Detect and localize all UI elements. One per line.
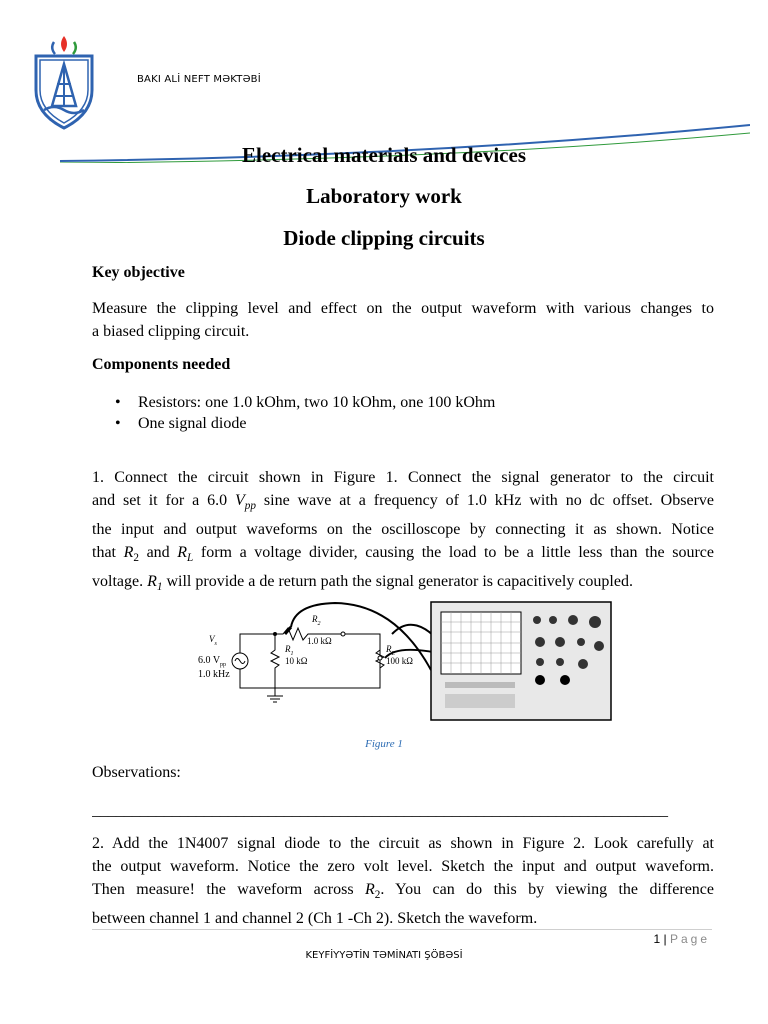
list-item: • One signal diode xyxy=(115,413,495,434)
symbol-sub: L xyxy=(187,552,194,565)
oscilloscope-picture xyxy=(431,602,611,720)
step2-paragraph xyxy=(92,832,714,930)
department-name: KEYFİYYƏTİN TƏMİNATI ŞÖBƏSİ xyxy=(305,950,463,961)
step1-line-1: 1. Connect the circuit shown in Figure 1. Connect the signal generator to the circuit xyxy=(92,469,714,486)
symbol-sub: 2 xyxy=(133,552,139,565)
symbol-r: R xyxy=(123,544,134,562)
text-run: form a voltage divider, causing the load to be a little less than the source xyxy=(193,544,714,562)
step1-line-4 xyxy=(92,541,714,570)
vs-frequency: 1.0 kHz xyxy=(198,669,230,680)
symbol-sub: 1 xyxy=(156,581,163,594)
text-run: voltage. xyxy=(92,573,148,591)
text-run: that xyxy=(92,544,124,562)
r2-label: R xyxy=(312,614,318,624)
objective-text xyxy=(92,297,714,343)
vs-amplitude: 6.0 V xyxy=(198,655,221,666)
objective-line: a biased clipping circuit. xyxy=(92,323,250,340)
observations-blank-line: ________________________________________________________________________ xyxy=(92,802,668,819)
vs-label: V xyxy=(209,634,215,644)
vs-amp-sub: pp xyxy=(220,662,227,668)
school-logo xyxy=(30,28,98,132)
step2-line-3 xyxy=(92,878,714,907)
text-run: will provide a de return path the signal generator is capacitively coupled. xyxy=(162,573,633,591)
topic-title: Diode clipping circuits xyxy=(283,226,485,250)
page-number-value: 1 xyxy=(653,932,661,946)
symbol-r: R xyxy=(147,573,157,591)
rl-value: 100 kΩ xyxy=(386,656,413,666)
step1-line-2 xyxy=(92,489,714,518)
symbol-sub: 2 xyxy=(374,889,381,902)
step1-line-5 xyxy=(92,570,714,599)
page-word: Page xyxy=(669,932,710,946)
work-type-title: Laboratory work xyxy=(306,184,462,208)
figure-1-circuit-diagram xyxy=(195,600,615,726)
vs-sub: s xyxy=(214,641,217,647)
objective-line: Measure the clipping level and effect on the output waveform with various changes to xyxy=(92,300,714,317)
step2-line-2: the output waveform. Notice the zero volt level. Sketch the input and output waveform. xyxy=(92,858,714,875)
course-title: Electrical materials and devices xyxy=(241,143,526,167)
step1-line-3: the input and output waveforms on the oscilloscope by connecting it as shown. Notice xyxy=(92,521,714,539)
svg-text:6.0 Vpp xyxy=(198,655,226,668)
footer-divider xyxy=(92,929,712,930)
step2-line-4: between channel 1 and channel 2 (Ch 1 -Ch 2). Sketch the waveform. xyxy=(92,910,538,928)
r1-value: 10 kΩ xyxy=(285,656,308,666)
text-run: Then measure! the waveform across xyxy=(92,881,365,898)
rl-sub: L xyxy=(391,651,395,657)
list-item: • Resistors: one 1.0 kOhm, two 10 kOhm, one 100 kOhm xyxy=(115,392,495,413)
symbol-r: R xyxy=(177,544,188,562)
r1-label: R xyxy=(285,644,291,654)
r1-sub: 1 xyxy=(290,651,294,657)
text-run: . You can do this by viewing the difference xyxy=(380,881,714,898)
symbol-r: R xyxy=(364,881,375,898)
observations-label: Observations: xyxy=(92,764,181,781)
r2-value: 1.0 kΩ xyxy=(307,636,332,646)
svg-text:Vs xyxy=(209,634,218,647)
page-number xyxy=(653,932,710,946)
text-run: and xyxy=(138,544,178,562)
components-heading: Components needed xyxy=(92,356,231,373)
step2-line-1: 2. Add the 1N4007 signal diode to the circuit as shown in Figure 2. Look carefully at xyxy=(92,835,714,852)
text-run: sine wave at a frequency of 1.0 kHz with no dc offset. Observe xyxy=(255,492,714,509)
symbol-sub: pp xyxy=(244,500,256,513)
page-separator: | xyxy=(660,932,670,946)
figure-caption: Figure 1 xyxy=(365,738,403,750)
components-list xyxy=(115,392,495,434)
symbol-v: V xyxy=(235,492,245,509)
svg-text:R2 xyxy=(311,614,321,627)
step1-paragraph xyxy=(92,466,714,600)
r2-sub: 2 xyxy=(317,621,321,627)
text-run: and set it for a 6.0 xyxy=(92,492,236,509)
school-name: BAKI ALİ NEFT MƏKTƏBİ xyxy=(137,74,261,85)
rl-label: R xyxy=(386,644,392,654)
objective-heading: Key objective xyxy=(92,264,185,281)
